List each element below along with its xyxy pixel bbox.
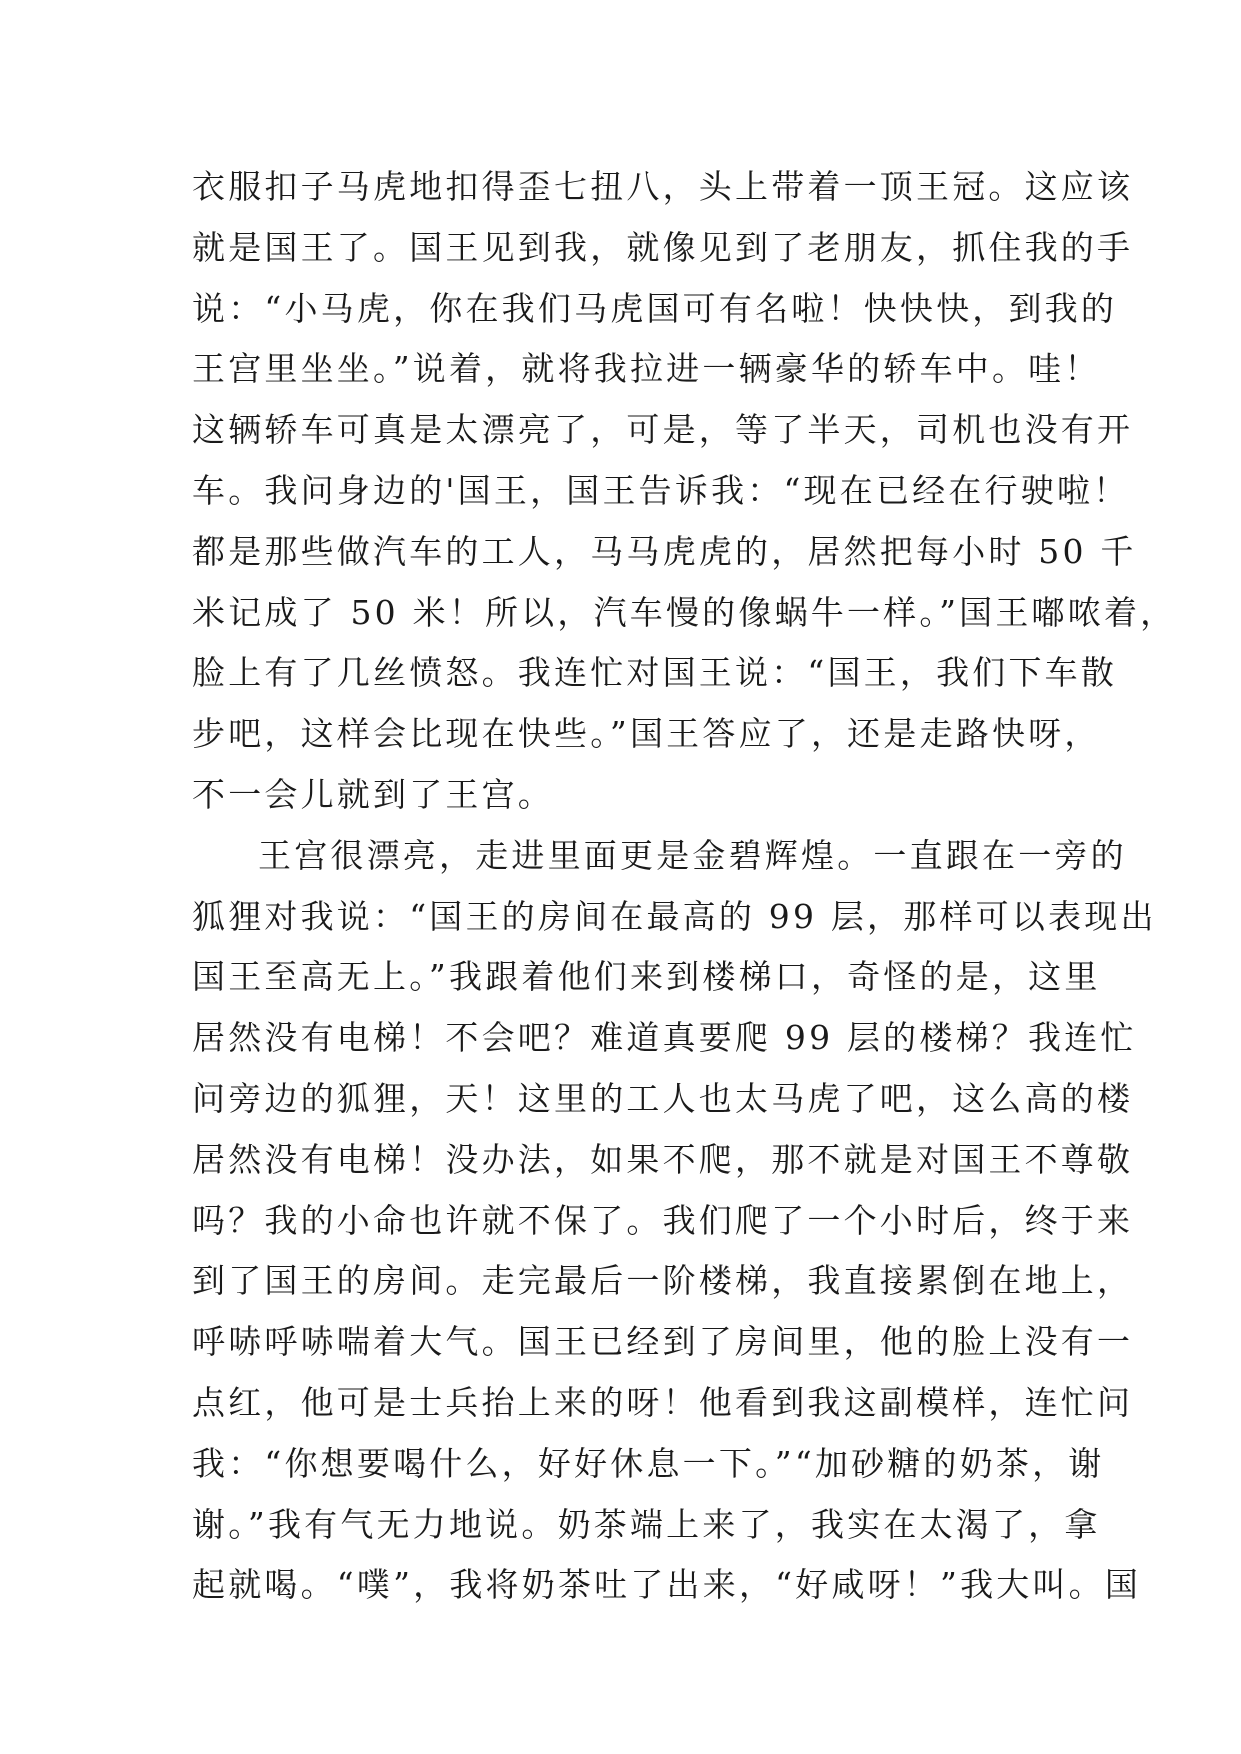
text-line: 居然没有电梯！不会吧？难道真要爬 99 层的楼梯？我连忙 <box>192 1018 1137 1058</box>
text-line: 呼哧呼哧喘着大气。国王已经到了房间里，他的脸上没有一 <box>192 1322 1134 1362</box>
text-line: 都是那些做汽车的工人，马马虎虎的，居然把每小时 50 千 <box>192 531 1137 571</box>
text-line: 就是国王了。国王见到我，就像见到了老朋友，抓住我的手 <box>192 227 1134 267</box>
text-line: 起就喝。“噗”，我将奶茶吐了出来，“好咸呀！”我大叫。国 <box>192 1565 1142 1605</box>
text-line: 居然没有电梯！没办法，如果不爬，那不就是对国王不尊敬 <box>192 1139 1134 1179</box>
text-line: 王宫里坐坐。”说着，就将我拉进一辆豪华的轿车中。哇！ <box>192 349 1101 389</box>
text-line: 我：“你想要喝什么，好好休息一下。”“加砂糖的奶茶，谢 <box>192 1443 1105 1483</box>
body-text <box>192 157 1177 1616</box>
text-line: 车。我问身边的'国王，国王告诉我：“现在已经在行驶啦！ <box>192 470 1130 510</box>
text-line: 吗？我的小命也许就不保了。我们爬了一个小时后，终于来 <box>192 1200 1134 1240</box>
paragraph-start-line: 王宫很漂亮，走进里面更是金碧辉煌。一直跟在一旁的 <box>258 835 1127 875</box>
text-line: 国王至高无上。”我跟着他们来到楼梯口，奇怪的是，这里 <box>192 957 1101 997</box>
text-line: 脸上有了几丝愤怒。我连忙对国王说：“国王，我们下车散 <box>192 653 1118 693</box>
text-line: 狐狸对我说：“国王的房间在最高的 99 层，那样可以表现出 <box>192 896 1157 936</box>
text-line: 点红，他可是士兵抬上来的呀！他看到我这副模样，连忙问 <box>192 1382 1134 1422</box>
text-line: 衣服扣子马虎地扣得歪七扭八，头上带着一顶王冠。这应该 <box>192 167 1134 206</box>
text-line: 米记成了 50 米！所以，汽车慢的像蜗牛一样。”国王嘟哝着， <box>192 592 1177 632</box>
text-line: 不一会儿就到了王宫。 <box>192 774 554 814</box>
text-line: 问旁边的狐狸，天！这里的工人也太马虎了吧，这么高的楼 <box>192 1078 1134 1118</box>
text-line: 这辆轿车可真是太漂亮了，可是，等了半天，司机也没有开 <box>192 410 1134 450</box>
text-line: 说：“小马虎，你在我们马虎国可有名啦！快快快，到我的 <box>192 288 1118 328</box>
text-line: 谢。”我有气无力地说。奶茶端上来了，我实在太渴了，拿 <box>192 1504 1101 1544</box>
text-line: 到了国王的房间。走完最后一阶楼梯，我直接累倒在地上， <box>192 1261 1134 1301</box>
text-line: 步吧，这样会比现在快些。”国王答应了，还是走路快呀， <box>192 714 1101 754</box>
